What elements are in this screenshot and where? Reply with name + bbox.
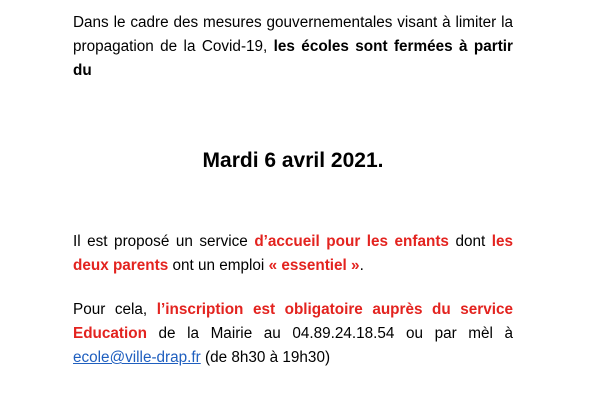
intro-paragraph [73,11,513,83]
closure-date-heading: Mardi 6 avril 2021. [202,149,384,172]
service-text-3: ont un emploi [168,257,269,274]
schools-closed-notice: les écoles sont fermées à partir du [73,38,513,79]
intro-text: Dans le cadre des mesures gouvernementales visant à limiter la propagation de la Covid-19, [73,14,513,55]
childcare-highlight: d’accueil pour les enfants [254,233,449,250]
both-parents-highlight: les deux parents [73,233,513,274]
service-text-4: . [359,257,364,274]
inscription-text-2: de la Mairie au 04.89.24.18.54 ou par mèl à [146,325,513,342]
opening-hours: (de 8h30 à 19h30) [200,349,331,366]
service-paragraph [73,230,513,278]
registration-highlight: l’inscription est obligatoire auprès du service Education [73,301,514,342]
service-text-1: Il est proposé un service [73,233,255,250]
essential-highlight: « essentiel » [268,257,360,274]
email-link[interactable]: ecole@ville-drap.fr [73,349,201,366]
inscription-text-1: Pour cela, [73,301,157,318]
service-text-2: dont [448,233,492,250]
inscription-paragraph [73,298,513,370]
